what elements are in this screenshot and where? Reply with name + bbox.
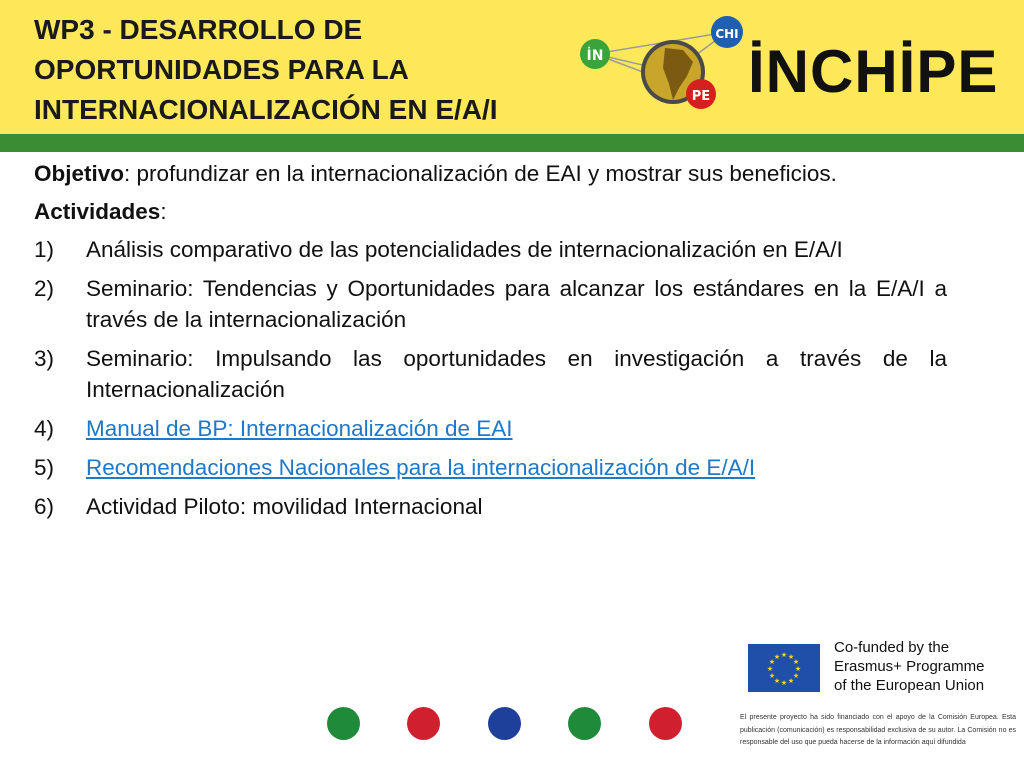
eu-text-line-1: Co-funded by the (834, 639, 950, 656)
item-text: Seminario: Tendencias y Oportunidades para alcanzar los estándares en la E/A/I a través de la internacionalización (86, 276, 947, 332)
inchipe-network-logo (575, 14, 745, 119)
objective-label: Objetivo (34, 161, 125, 186)
title-line-3: INTERNACIONALIZACIÓN EN E/A/I (34, 94, 498, 125)
item-number: 2) (34, 276, 55, 301)
list-item (34, 273, 947, 335)
eu-text-line-3: of the European Union (834, 677, 985, 694)
brand-wordmark: İNCHİPE (748, 38, 999, 105)
svg-text:★: ★ (773, 653, 781, 661)
svg-text:★: ★ (792, 658, 800, 666)
svg-text:★: ★ (780, 651, 788, 659)
item-number: 4) (34, 416, 55, 441)
svg-text:★: ★ (766, 665, 774, 673)
activities-heading (34, 196, 947, 227)
decor-dot-red-2 (649, 707, 682, 740)
svg-text:★: ★ (787, 677, 795, 685)
decor-dot-green-2 (568, 707, 601, 740)
item-text: Análisis comparativo de las potencialidades de internacionalización en E/A/I (86, 237, 843, 262)
eu-text-line-2: Erasmus+ Programme (834, 658, 985, 675)
decor-dot-red-1 (407, 707, 440, 740)
slide-title (34, 10, 554, 130)
activities-list (34, 234, 947, 522)
chi-node-label: CHI (715, 27, 739, 41)
in-node-label: İN (586, 48, 604, 64)
list-item (34, 234, 947, 265)
pe-node-label: PE (691, 89, 711, 104)
objective-text: : profundizar en la internacionalización de EAI y mostrar sus beneficios. (124, 161, 837, 186)
slide-body (34, 158, 947, 530)
objective-paragraph (34, 158, 947, 189)
item-number: 6) (34, 494, 55, 519)
svg-text:★: ★ (768, 658, 776, 666)
eu-cofunded-text (834, 638, 1004, 695)
eu-flag-icon (748, 644, 820, 692)
activities-label: Actividades (34, 199, 161, 224)
svg-text:★: ★ (792, 672, 800, 680)
item-number: 5) (34, 455, 55, 480)
title-line-2: OPORTUNIDADES PARA LA (34, 54, 409, 85)
activities-colon: : (160, 199, 167, 224)
item-number: 1) (34, 237, 55, 262)
svg-text:★: ★ (780, 679, 788, 687)
item-number: 3) (34, 346, 55, 371)
decor-dot-blue (488, 707, 521, 740)
list-item (34, 343, 947, 405)
title-line-1: WP3 - DESARROLLO DE (34, 14, 363, 45)
eu-disclaimer: El presente proyecto ha sido financiado con el apoyo de la Comisión Europea. Esta publicación (comunicación) es responsabilidad exclusiva de su autor. La Comisión no es responsable del uso que pueda hacerse de la información aquí difundida (740, 714, 1016, 746)
svg-text:★: ★ (773, 677, 781, 685)
item-text: Seminario: Impulsando las oportunidades en investigación a través de la Internacionalización (86, 346, 947, 402)
decor-dot-green-1 (327, 707, 360, 740)
item-text: Actividad Piloto: movilidad Internacional (86, 494, 483, 519)
list-item (34, 452, 947, 483)
manual-bp-link[interactable]: Manual de BP: Internacionalización de EAI (86, 416, 513, 441)
header-green-rule (0, 134, 1024, 152)
svg-text:★: ★ (787, 653, 795, 661)
svg-text:★: ★ (768, 672, 776, 680)
svg-text:★: ★ (794, 665, 802, 673)
list-item (34, 491, 947, 522)
list-item (34, 413, 947, 444)
recomendaciones-link[interactable]: Recomendaciones Nacionales para la internacionalización de E/A/I (86, 455, 756, 480)
